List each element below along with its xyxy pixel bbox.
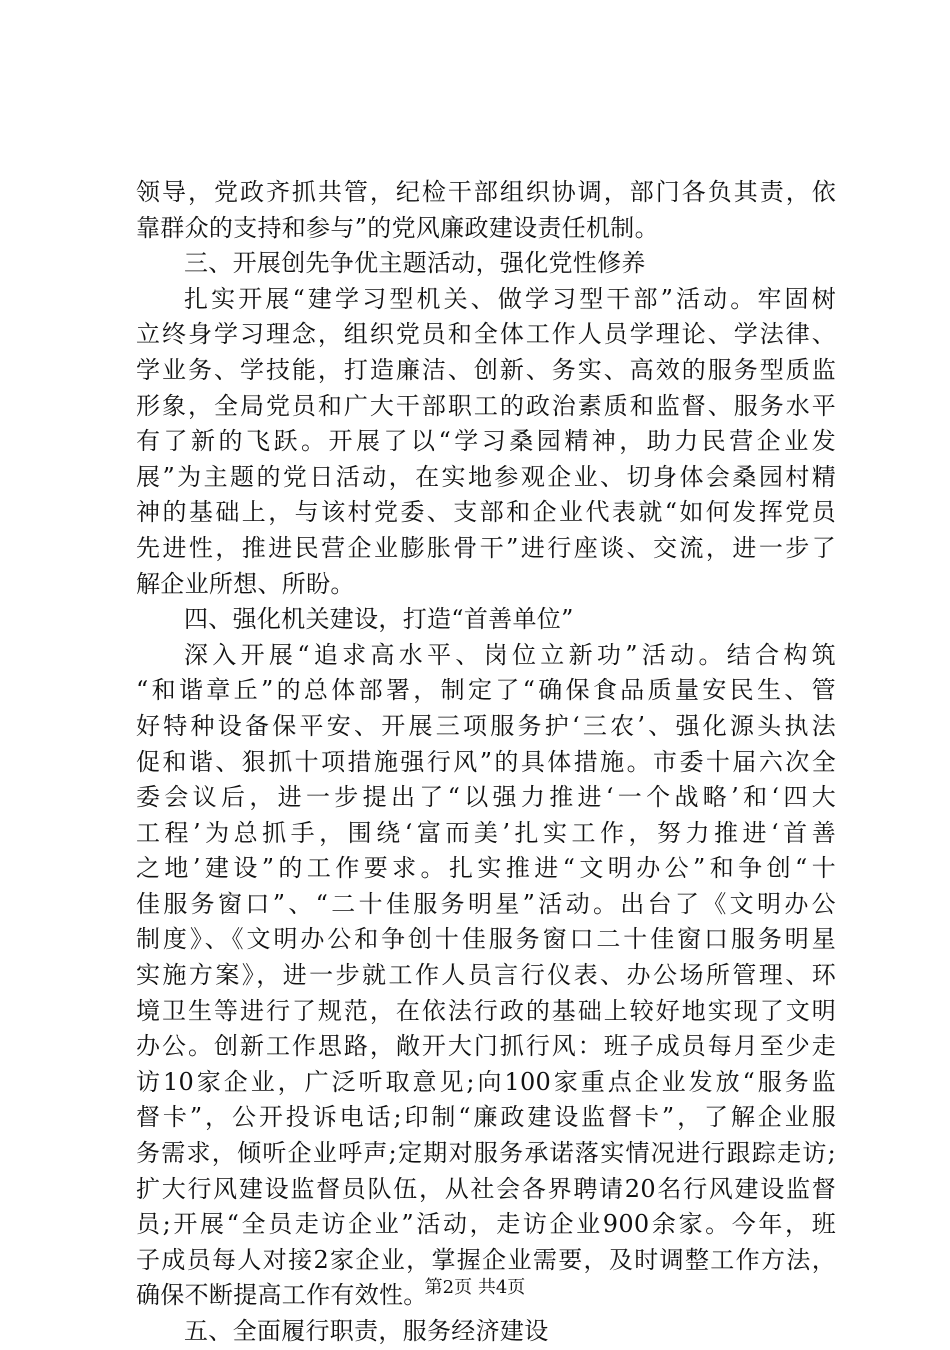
text-line: 委会议后，进一步提出了“以强力推进‘一个战略’和‘四大 bbox=[136, 783, 836, 812]
text-line: 学业务、学技能，打造廉洁、创新、务实、高效的服务型质监 bbox=[136, 355, 836, 384]
text-line: 神的基础上，与该村党委、支部和企业代表就“如何发挥党员 bbox=[136, 498, 836, 527]
text-line: 展”为主题的党日活动，在实地参观企业、切身体会桑园村精 bbox=[136, 462, 836, 491]
text-line: 之地’建设”的工作要求。扎实推进“文明办公”和争创“十 bbox=[136, 854, 836, 883]
text-line: 子成员每人对接2家企业，掌握企业需要，及时调整工作方法， bbox=[136, 1245, 836, 1274]
text-line: 先进性，推进民营企业膨胀骨干”进行座谈、交流，进一步了 bbox=[136, 533, 836, 562]
text-line: 确保不断提高工作有效性。 bbox=[136, 1281, 428, 1310]
section-heading: 四、强化机关建设，打造“首善单位” bbox=[184, 605, 574, 634]
text-line: 工程’为总抓手，围绕‘富而美’扎实工作，努力推进‘首善 bbox=[136, 818, 836, 847]
text-line: 立终身学习理念，组织党员和全体工作人员学理论、学法律、 bbox=[136, 320, 836, 349]
text-line: 深入开展“追求高水平、岗位立新功”活动。结合构筑 bbox=[184, 640, 836, 669]
text-line: 靠群众的支持和参与”的党风廉政建设责任机制。 bbox=[136, 213, 659, 242]
text-line: 有了新的飞跃。开展了以“学习桑园精神，助力民营企业发 bbox=[136, 427, 836, 456]
document-body bbox=[136, 175, 836, 1350]
text-line: “和谐章丘”的总体部署，制定了“确保食品质量安民生、管 bbox=[136, 676, 836, 705]
text-line: 员;开展“全员走访企业”活动，走访企业900余家。今年，班 bbox=[136, 1210, 836, 1239]
text-line: 好特种设备保平安、开展三项服务护‘三农’、强化源头执法 bbox=[136, 711, 836, 740]
text-line: 佳服务窗口”、“二十佳服务明星”活动。出台了《文明办公 bbox=[136, 889, 836, 918]
text-line: 访10家企业，广泛听取意见;向100家重点企业发放“服务监 bbox=[136, 1067, 836, 1096]
section-heading: 五、全面履行职责，服务经济建设 bbox=[184, 1317, 549, 1345]
text-line: 督卡”，公开投诉电话;印制“廉政建设监督卡”，了解企业服 bbox=[136, 1103, 836, 1132]
text-line: 形象，全局党员和广大干部职工的政治素质和监督、服务水平 bbox=[136, 391, 836, 420]
text-line: 实施方案》，进一步就工作人员言行仪表、办公场所管理、环 bbox=[136, 961, 836, 990]
page-footer: 第2页 共4页 bbox=[424, 1277, 526, 1298]
text-line: 务需求，倾听企业呼声;定期对服务承诺落实情况进行跟踪走访; bbox=[136, 1139, 836, 1168]
text-line: 扎实开展“建学习型机关、做学习型干部”活动。牢固树 bbox=[184, 284, 836, 313]
text-line: 境卫生等进行了规范，在依法行政的基础上较好地实现了文明 bbox=[136, 996, 836, 1025]
text-line: 领导，党政齐抓共管，纪检干部组织协调，部门各负其责，依 bbox=[136, 178, 836, 206]
text-line: 办公。创新工作思路，敞开大门抓行风：班子成员每月至少走 bbox=[136, 1032, 836, 1061]
text-line: 扩大行风建设监督员队伍，从社会各界聘请20名行风建设监督 bbox=[136, 1174, 836, 1203]
text-line: 促和谐、狠抓十项措施强行风”的具体措施。市委十届六次全 bbox=[136, 747, 836, 776]
section-heading: 三、开展创先争优主题活动，强化党性修养 bbox=[184, 249, 646, 278]
text-line: 解企业所想、所盼。 bbox=[136, 569, 355, 598]
text-line: 制度》、《文明办公和争创十佳服务窗口二十佳窗口服务明星 bbox=[136, 925, 836, 954]
